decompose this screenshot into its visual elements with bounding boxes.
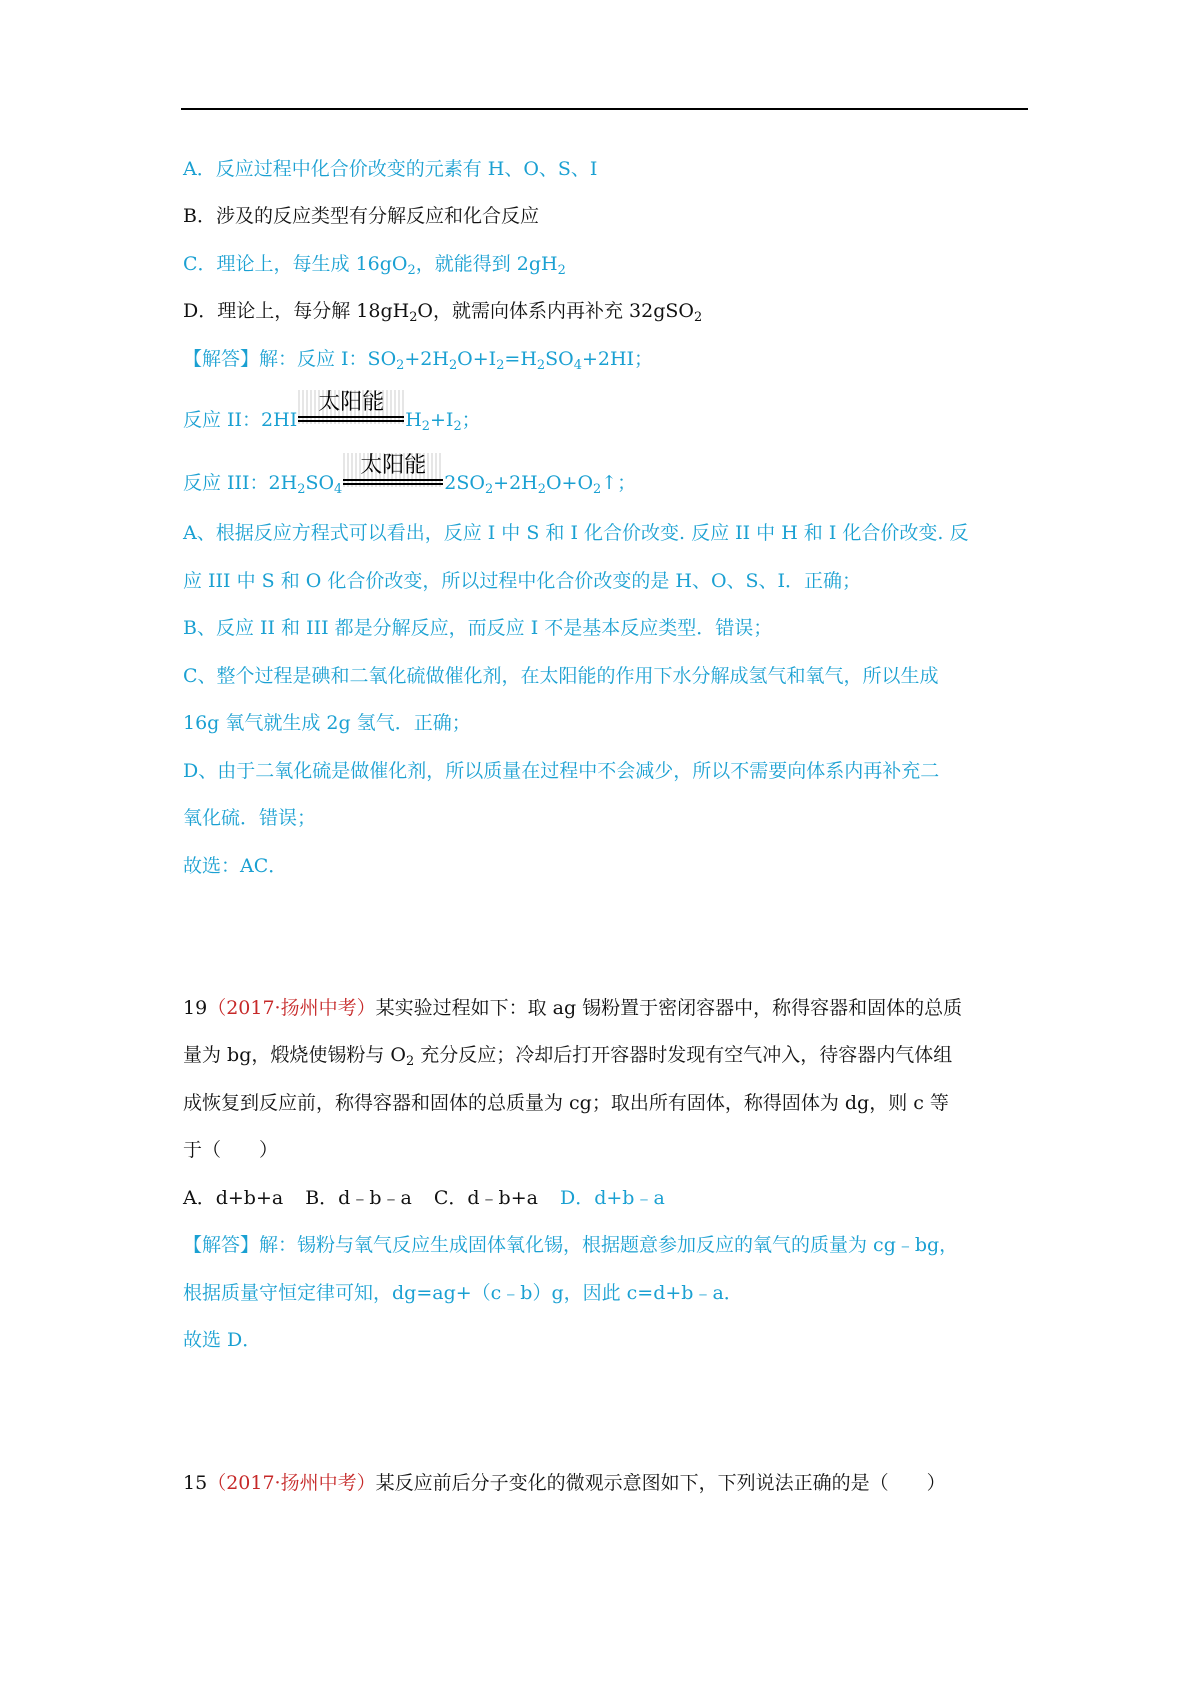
q18-analysis-a-line2: 应 III 中 S 和 O 化合价改变，所以过程中化合价改变的是 H、O、S、I．正确； bbox=[183, 570, 862, 592]
q18-analysis-d-line1: D、由于二氧化硫是做催化剂，所以质量在过程中不会减少，所以不需要向体系内再补充二 bbox=[183, 760, 940, 782]
question-source: （2017·扬州中考） bbox=[207, 997, 376, 1019]
reaction-condition-arrow: 太阳能 bbox=[343, 469, 443, 489]
q18-answer-reaction-2: 反应 II：2HI 太阳能 $H_2+I_2$； bbox=[183, 390, 481, 434]
q18-analysis-c-line2: 16g 氧气就生成 2g 氢气．正确； bbox=[183, 712, 471, 734]
question-source: （2017·扬州中考） bbox=[207, 1472, 376, 1494]
q19-final-answer: 故选 D． bbox=[183, 1329, 262, 1351]
reaction-condition-arrow: 太阳能 bbox=[298, 406, 404, 426]
answer-tag: 【解答】 bbox=[183, 348, 260, 370]
option-c: C．d﹣b+a bbox=[433, 1187, 538, 1209]
question-number: 15 bbox=[183, 1472, 208, 1494]
header-rule bbox=[181, 108, 1028, 110]
q19-stem-line2: 量为 bg，煅烧使锡粉与 $O_2$ 充分反应；冷却后打开容器时发现有空气冲入，待容器内气体组 bbox=[183, 1044, 953, 1069]
q18-analysis-b: B、反应 II 和 III 都是分解反应，而反应 I 不是基本反应类型．错误； bbox=[183, 617, 773, 639]
q18-answer-reaction-1: 【解答】解：反应 I：$SO_2+2H_2O+I_2=H_2SO_4+2HI$； bbox=[183, 348, 654, 373]
q18-analysis-d-line2: 氧化硫．错误； bbox=[183, 807, 317, 829]
q18-analysis-c-line1: C、整个过程是碘和二氧化硫做催化剂，在太阳能的作用下水分解成氢气和氧气，所以生成 bbox=[183, 665, 939, 687]
option-b: B．d﹣b﹣a bbox=[305, 1187, 412, 1209]
q18-final-answer: 故选：AC． bbox=[183, 855, 288, 877]
q18-answer-reaction-3: 反应 III：$2H_2SO_4$ 太阳能 $2SO_2+2H_2O+O_2↑$； bbox=[183, 453, 637, 497]
q18-option-c: C．理论上，每生成 $16gO_2$，就能得到 $2gH_2$ bbox=[183, 253, 566, 278]
q19-stem-line3: 成恢复到反应前，称得容器和固体的总质量为 cg；取出所有固体，称得固体为 dg，则 c 等 bbox=[183, 1092, 949, 1114]
q19-answer-line2: 根据质量守恒定律可知，dg=ag+（c﹣b）g，因此 c=d+b﹣a． bbox=[183, 1282, 743, 1304]
q19-options bbox=[183, 1189, 665, 1208]
q18-analysis-a-line1: A、根据反应方程式可以看出，反应 I 中 S 和 I 化合价改变. 反应 II 中 H 和 I 化合价改变. 反 bbox=[183, 522, 969, 544]
q18-option-b: B．涉及的反应类型有分解反应和化合反应 bbox=[183, 205, 539, 227]
question-number: 19 bbox=[183, 997, 208, 1019]
q15-stem: 15（2017·扬州中考）某反应前后分子变化的微观示意图如下，下列说法正确的是（ ） bbox=[183, 1472, 946, 1494]
q19-answer-line1: 【解答】解：锡粉与氧气反应生成固体氧化锡，根据题意参加反应的氧气的质量为 cg﹣bg， bbox=[183, 1234, 959, 1256]
option-d: D．d+b﹣a bbox=[559, 1187, 665, 1209]
q19-stem-line4: 于（ ） bbox=[183, 1139, 279, 1161]
answer-tag: 【解答】 bbox=[183, 1234, 260, 1256]
q18-option-d: D．理论上，每分解 $18gH_2O$，就需向体系内再补充 32gSO$_2$ bbox=[183, 300, 703, 325]
q19-stem-line1: 19（2017·扬州中考）某实验过程如下：取 ag 锡粉置于密闭容器中，称得容器和固体的总质 bbox=[183, 997, 963, 1019]
q18-option-a: A．反应过程中化合价改变的元素有 H、O、S、I bbox=[183, 158, 598, 180]
option-a: A．d+b+a bbox=[183, 1187, 284, 1209]
